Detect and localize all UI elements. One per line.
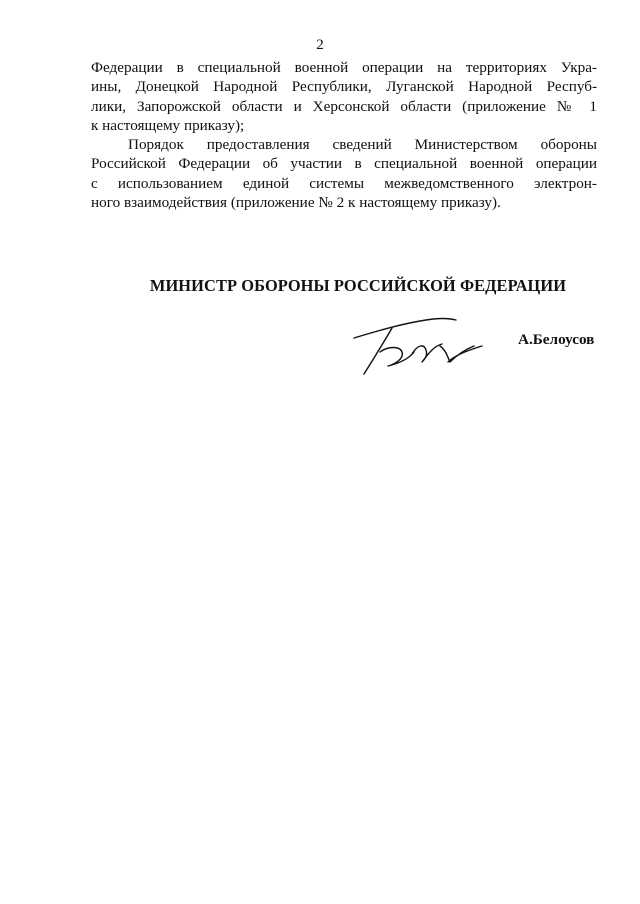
text-line: ного взаимодействия (приложение № 2 к настоящему приказу). bbox=[91, 194, 501, 212]
document-body bbox=[91, 58, 597, 212]
handwritten-signature-icon bbox=[352, 316, 488, 378]
paragraph-2 bbox=[91, 135, 597, 212]
signature-title: МИНИСТР ОБОРОНЫ РОССИЙСКОЙ ФЕДЕРАЦИИ bbox=[149, 276, 567, 295]
text-line: лики, Запорожской области и Херсонской области (приложение № 1 bbox=[91, 97, 597, 115]
page-number: 2 bbox=[316, 37, 324, 53]
signer-name: А.Белоусов bbox=[518, 331, 595, 348]
text-line: Российской Федерации об участии в специальной военной операции bbox=[91, 155, 597, 173]
text-line: к настоящему приказу); bbox=[91, 116, 245, 134]
text-line: Федерации в специальной военной операции на территориях Укра- bbox=[91, 59, 597, 76]
text-line: Порядок предоставления сведений Министерством обороны bbox=[128, 136, 597, 154]
paragraph-1 bbox=[91, 58, 597, 135]
text-line: ины, Донецкой Народной Республики, Луганской Народной Респуб- bbox=[91, 78, 597, 96]
text-line: с использованием единой системы межведомственного электрон- bbox=[91, 174, 597, 192]
